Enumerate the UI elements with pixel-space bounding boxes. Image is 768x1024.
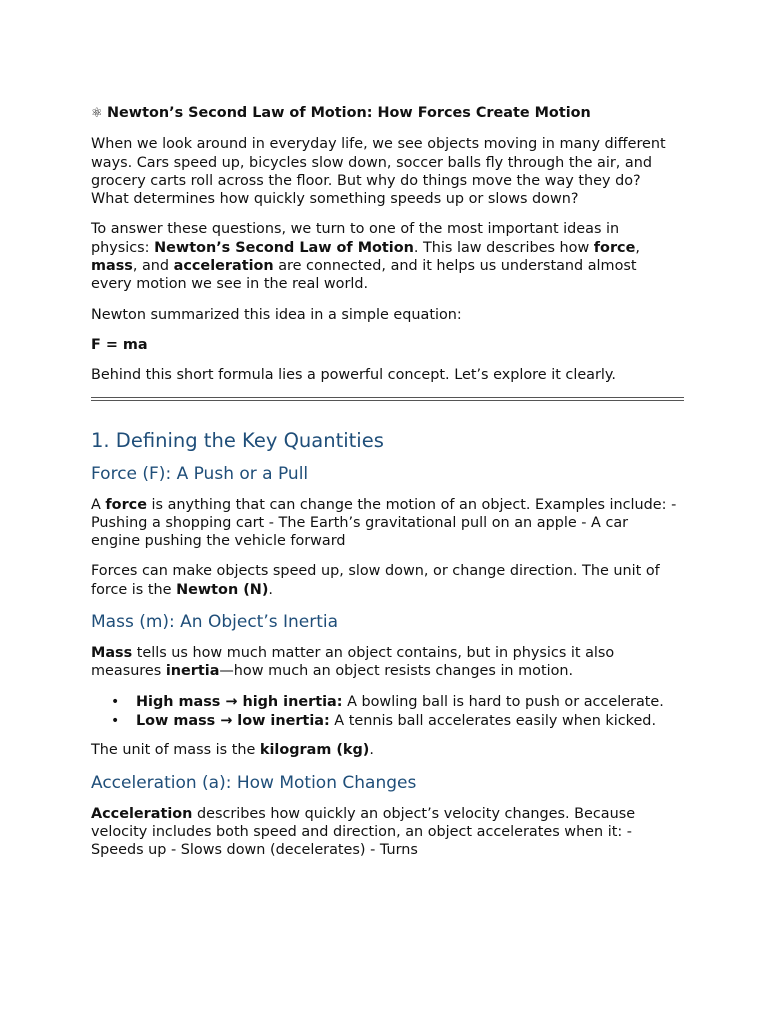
- mass-bullet-list: [91, 693, 681, 731]
- subheading-acceleration: Acceleration (a): How Motion Changes: [91, 772, 417, 793]
- intro-paragraph-1: When we look around in everyday life, we see objects moving in many different ways. Cars speed up, bicycles slow down, soccer balls fly through the air, and grocery carts roll across the floor. But why do things move the way they do? What determines how quickly something speeds up or slows down?: [91, 136, 666, 208]
- subheading-force: Force (F): A Push or a Pull: [91, 463, 309, 484]
- bold-term: force: [593, 239, 636, 256]
- bold-term: F = ma: [91, 336, 148, 353]
- bold-term: Low mass → low inertia:: [136, 712, 330, 729]
- equation: [91, 336, 681, 354]
- force-paragraph-1: A force is anything that can change the motion of an object. Examples include: - Pushing a shopping cart - The Earth’s gravitational pull on an apple - A car engine pushing the vehicle forward: [91, 496, 677, 550]
- bold-term: Newton (N): [176, 581, 269, 598]
- subheading-mass: Mass (m): An Object’s Inertia: [91, 612, 339, 633]
- bold-term: High mass → high inertia:: [136, 693, 343, 710]
- bold-term: mass: [91, 258, 133, 275]
- list-item: • Low mass → low inertia: A tennis ball accelerates easily when kicked.: [91, 712, 681, 730]
- force-paragraph-2: Forces can make objects speed up, slow down, or change direction. The unit of force is the Newton (N).: [91, 563, 660, 598]
- document-title-text: Newton’s Second Law of Motion: How Forces Create Motion: [107, 105, 591, 121]
- bold-term: Newton’s Second Law of Motion: [154, 239, 414, 256]
- bold-term: Acceleration: [91, 805, 193, 822]
- bold-term: inertia: [165, 663, 220, 680]
- bold-term: Mass: [91, 645, 133, 662]
- atom-symbol-icon: ⚛: [91, 106, 103, 121]
- document-page: [91, 104, 681, 871]
- document-title: [91, 104, 681, 123]
- list-item: • High mass → high inertia: A bowling ball is hard to push or accelerate.: [91, 693, 681, 711]
- bold-term: kilogram (kg): [259, 742, 370, 759]
- horizontal-divider: [91, 397, 684, 401]
- bold-term: acceleration: [173, 258, 274, 275]
- mass-unit-paragraph: The unit of mass is the kilogram (kg).: [91, 742, 374, 759]
- mass-paragraph: Mass tells us how much matter an object contains, but in physics it also measures inertia—how much an object resists changes in motion.: [91, 645, 615, 680]
- section-heading: 1. Defining the Key Quantities: [91, 428, 384, 452]
- bold-term: force: [105, 496, 147, 513]
- intro-paragraph-4: Behind this short formula lies a powerful concept. Let’s explore it clearly.: [91, 367, 616, 384]
- intro-paragraph-2: To answer these questions, we turn to one of the most important ideas in physics: Newton’s Second Law of Motion. This law describes how force, mass, and acceleration are connected, and it helps us understand almost every motion we see in the real world.: [91, 221, 640, 293]
- acceleration-paragraph: Acceleration describes how quickly an object’s velocity changes. Because velocity includes both speed and direction, an object accelerates when it: - Speeds up - Slows down (decelerates) - Turns: [91, 805, 636, 859]
- intro-paragraph-3: Newton summarized this idea in a simple equation:: [91, 306, 462, 323]
